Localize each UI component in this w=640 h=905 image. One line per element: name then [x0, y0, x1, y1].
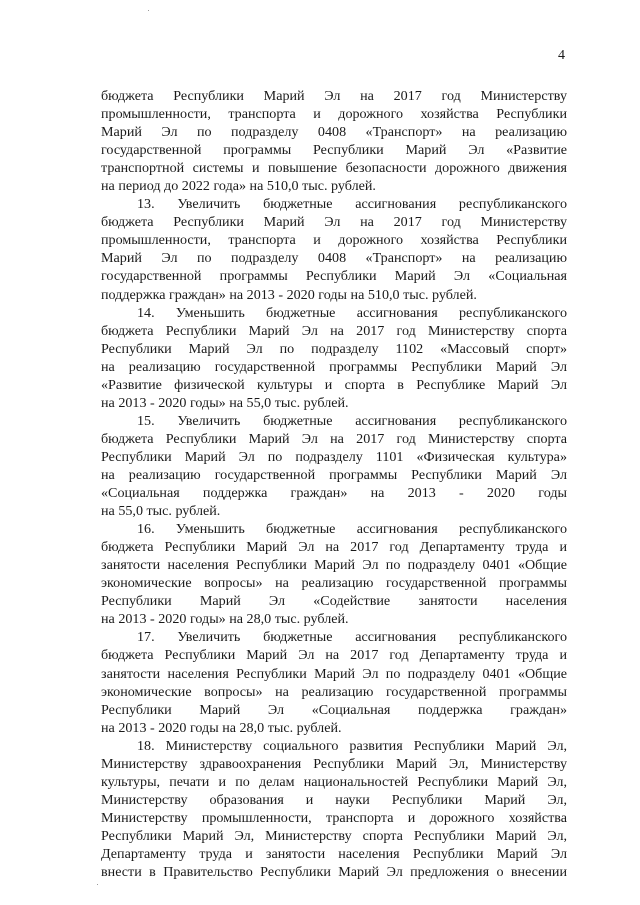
- paragraph-line: бюджета Республики Марий Эл на 2017 год Министерству спорта: [101, 322, 567, 339]
- paragraph-line: занятости населения Республики Марий Эл по подразделу 0401 «Общие: [101, 665, 567, 682]
- paragraph-line: Министерству промышленности, транспорта и дорожного хозяйства: [101, 809, 567, 826]
- paragraph-line: 13. Увеличить бюджетные ассигнования республиканского: [137, 196, 567, 213]
- paragraph-line: на 2013 - 2020 годы» на 55,0 тыс. рублей.: [101, 394, 349, 411]
- paragraph-line: поддержка граждан» на 2013 - 2020 годы на 510,0 тыс. рублей.: [101, 286, 477, 303]
- paragraph-line: Министерству образования и науки Республики Марий Эл,: [101, 791, 567, 808]
- paragraph-line: на 55,0 тыс. рублей.: [101, 503, 221, 520]
- paragraph-line: экономические вопросы» на реализацию государственной программы: [101, 575, 567, 592]
- paragraph-line: внести в Правительство Республики Марий Эл предложения о внесении: [101, 864, 567, 881]
- scan-speck: [97, 884, 98, 885]
- paragraph-line: на реализацию государственной программы Республики Марий Эл: [101, 466, 567, 483]
- paragraph: [101, 412, 567, 520]
- paragraph: [101, 628, 567, 736]
- paragraph: [101, 737, 567, 881]
- paragraph-line: бюджета Республики Марий Эл на 2017 год Департаменту труда и: [101, 539, 567, 556]
- paragraph: [101, 304, 567, 412]
- paragraph-line: 14. Уменьшить бюджетные ассигнования республиканского: [137, 304, 567, 321]
- paragraph-line: Республики Марий Эл «Социальная поддержка граждан»: [101, 701, 567, 718]
- page-number: 4: [558, 48, 565, 63]
- paragraph-line: на 2013 - 2020 годы» на 28,0 тыс. рублей.: [101, 611, 349, 628]
- paragraph-line: 16. Уменьшить бюджетные ассигнования республиканского: [137, 521, 567, 538]
- paragraph-line: Республики Марий Эл, Министерству спорта Республики Марий Эл,: [101, 827, 567, 844]
- paragraph: [101, 87, 567, 195]
- paragraph-line: государственной программы Республики Марий Эл «Развитие: [101, 142, 567, 159]
- paragraph-line: Республики Марий Эл «Содействие занятости населения: [101, 593, 567, 610]
- paragraph-line: Республики Марий Эл по подразделу 1101 «Физическая культура»: [101, 448, 567, 465]
- paragraph-line: государственной программы Республики Марий Эл «Социальная: [101, 268, 567, 285]
- paragraph-line: Департаменту труда и занятости населения Республики Марий Эл: [101, 845, 567, 862]
- paragraph-line: экономические вопросы» на реализацию государственной программы: [101, 683, 567, 700]
- paragraph-line: Марий Эл по подразделу 0408 «Транспорт» на реализацию: [101, 124, 567, 141]
- paragraph-line: Республики Марий Эл по подразделу 1102 «Массовый спорт»: [101, 340, 567, 357]
- paragraph-line: Марий Эл по подразделу 0408 «Транспорт» на реализацию: [101, 250, 567, 267]
- paragraph-line: на реализацию государственной программы Республики Марий Эл: [101, 358, 567, 375]
- paragraph-line: «Развитие физической культуры и спорта в Республике Марий Эл: [101, 376, 567, 393]
- paragraph-line: на период до 2022 года» на 510,0 тыс. рублей.: [101, 178, 376, 195]
- paragraph-line: Министерству здравоохранения Республики Марий Эл, Министерству: [101, 755, 567, 772]
- paragraph-line: 15. Увеличить бюджетные ассигнования республиканского: [137, 412, 567, 429]
- paragraph-line: на 2013 - 2020 годы на 28,0 тыс. рублей.: [101, 719, 342, 736]
- paragraph-line: бюджета Республики Марий Эл на 2017 год Министерству: [101, 214, 567, 231]
- paragraph-line: культуры, печати и по делам национальностей Республики Марий Эл,: [101, 773, 567, 790]
- scan-speck: [148, 10, 149, 11]
- paragraph-line: бюджета Республики Марий Эл на 2017 год Министерству спорта: [101, 430, 567, 447]
- paragraph-line: 17. Увеличить бюджетные ассигнования республиканского: [137, 629, 567, 646]
- paragraph-line: транспортной системы и повышение безопасности дорожного движения: [101, 160, 567, 177]
- paragraph-line: промышленности, транспорта и дорожного хозяйства Республики: [101, 232, 567, 249]
- paragraph-line: бюджета Республики Марий Эл на 2017 год Министерству: [101, 88, 567, 104]
- paragraph-line: 18. Министерству социального развития Республики Марий Эл,: [137, 737, 567, 754]
- document-body: [101, 87, 567, 881]
- paragraph-line: «Социальная поддержка граждан» на 2013 - 2020 годы: [101, 485, 567, 502]
- paragraph: [101, 195, 567, 303]
- paragraph-line: промышленности, транспорта и дорожного хозяйства Республики: [101, 106, 567, 123]
- paragraph-line: занятости населения Республики Марий Эл по подразделу 0401 «Общие: [101, 557, 567, 574]
- paragraph: [101, 520, 567, 628]
- paragraph-line: бюджета Республики Марий Эл на 2017 год Департаменту труда и: [101, 647, 567, 664]
